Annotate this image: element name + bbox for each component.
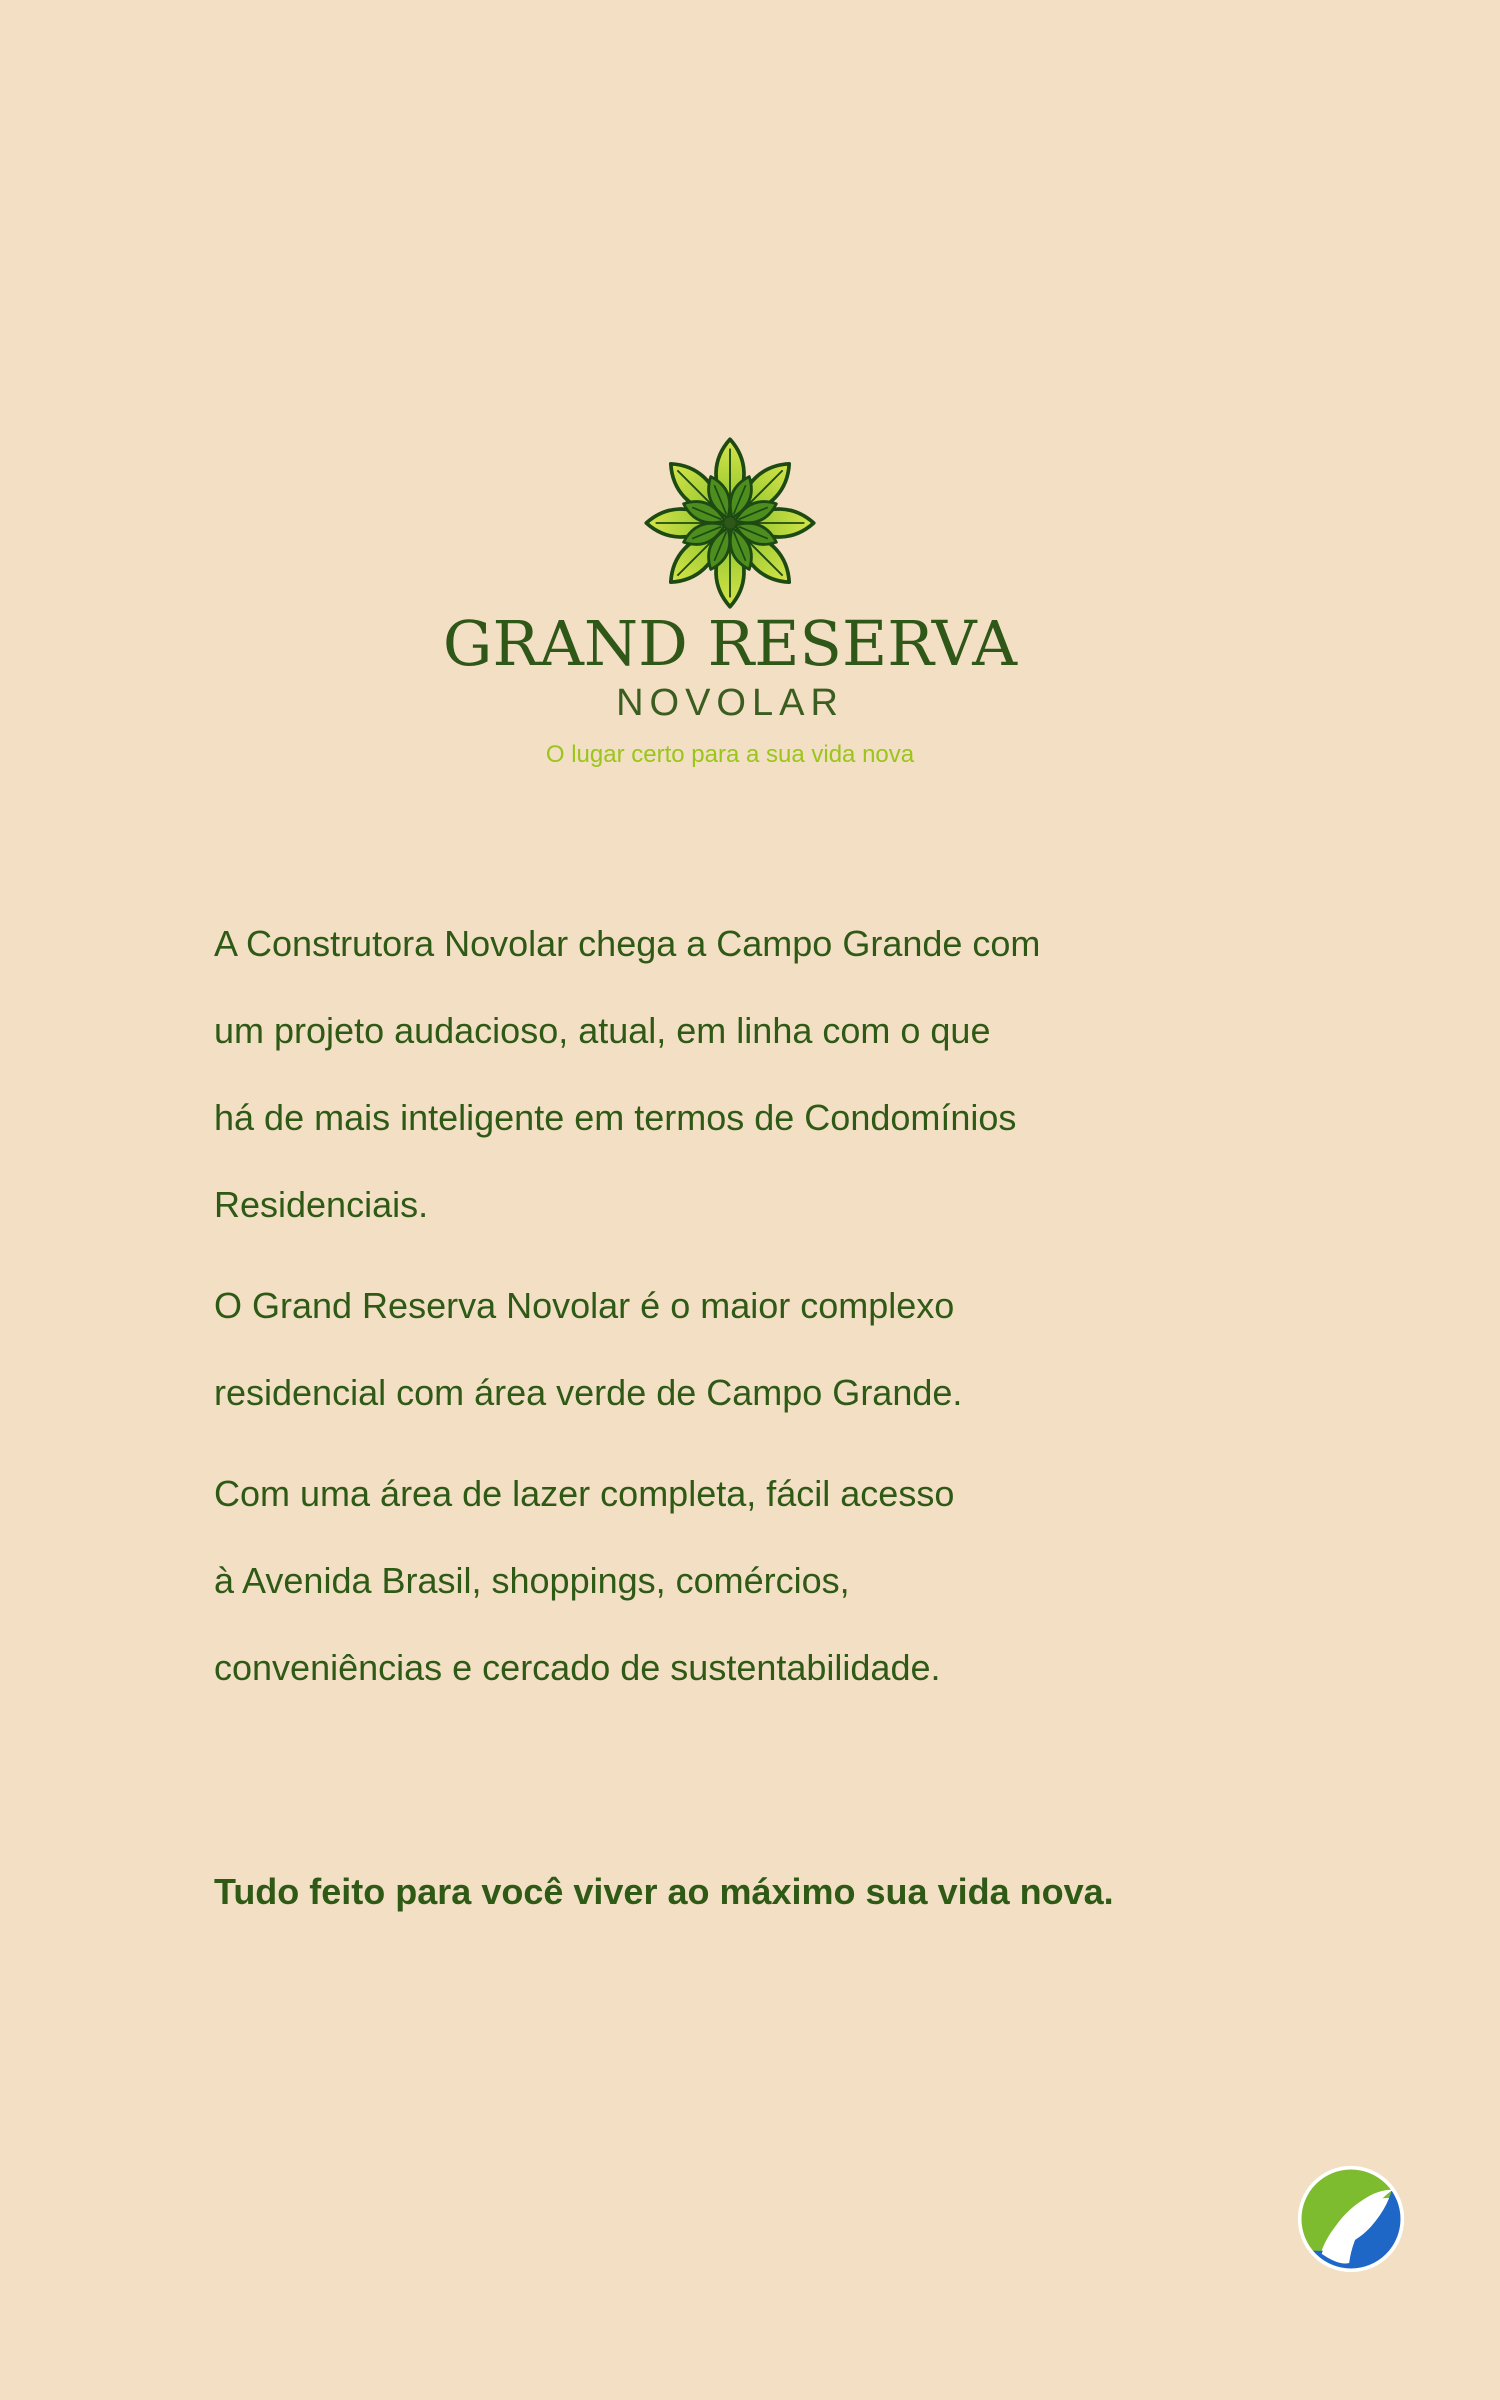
paragraph-line: Residenciais.: [214, 1184, 429, 1225]
paragraph-line: O Grand Reserva Novolar é o maior complexo: [214, 1285, 955, 1326]
paragraph-line: conveniências e cercado de sustentabilidade.: [214, 1647, 941, 1688]
leaf-flower-icon: [637, 430, 823, 616]
brand-title: GRAND RESERVA: [442, 607, 1018, 680]
brand-subtitle: NOVOLAR: [616, 682, 844, 724]
main-content: [214, 900, 1294, 1711]
paragraph-line: há de mais inteligente em termos de Condomínios: [214, 1097, 1017, 1138]
brand-tagline: O lugar certo para a sua vida nova: [545, 741, 915, 768]
brand-logo-block: [0, 0, 1500, 800]
paragraph-line: residencial com área verde de Campo Grande.: [214, 1372, 963, 1413]
paragraph-line: à Avenida Brasil, shoppings, comércios,: [214, 1560, 850, 1601]
paragraph-line: A Construtora Novolar chega a Campo Grande com: [214, 923, 1041, 964]
novolar-n-logo-icon: [1296, 2164, 1406, 2274]
paragraph-complex: [214, 1262, 1294, 1436]
closing-statement: Tudo feito para você viver ao máximo sua vida nova.: [214, 1871, 1114, 1912]
paragraph-line: um projeto audacioso, atual, em linha com o que: [214, 1010, 991, 1051]
paragraph-intro: [214, 900, 1294, 1248]
paragraph-amenities: [214, 1450, 1294, 1711]
paragraph-line: Com uma área de lazer completa, fácil acesso: [214, 1473, 955, 1514]
